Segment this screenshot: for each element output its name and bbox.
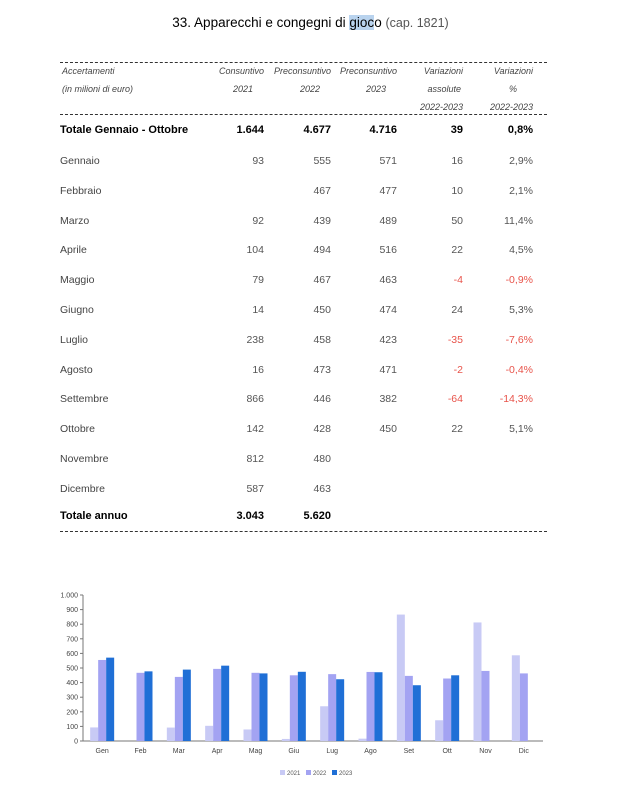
x-tick-label: Mag <box>248 748 263 755</box>
bar-2022-Lug <box>328 674 336 741</box>
y-tick-label: 0 <box>74 738 78 746</box>
y-tick-label: 700 <box>66 636 78 644</box>
bar-2023-Gen <box>106 658 114 741</box>
value-2022: 446 <box>313 393 331 406</box>
x-tick-label: Dic <box>518 748 529 755</box>
abs-variation: 10 <box>451 184 463 197</box>
value-2023: 474 <box>379 304 397 316</box>
y-tick-label: 1.000 <box>60 592 78 600</box>
pct-variation: 2,9% <box>509 155 533 167</box>
y-tick-label: 600 <box>66 650 78 658</box>
monthly-bar-chart <box>55 585 555 785</box>
month-label: Aprile <box>60 244 87 257</box>
x-tick-label: Feb <box>134 748 147 755</box>
pct-variation: -7,6% <box>505 333 533 346</box>
legend-swatch-2022 <box>306 770 311 775</box>
value-2021: 14 <box>252 304 264 316</box>
bar-2023-Mar <box>183 670 191 741</box>
bar-2022-Set <box>405 676 413 741</box>
bar-2023-Lug <box>336 679 344 741</box>
value-2021: 812 <box>246 453 264 465</box>
bar-2022-Ago <box>367 672 375 741</box>
month-label: Dicembre <box>60 482 105 495</box>
search-highlight: gioc <box>349 15 375 30</box>
month-label: Agosto <box>60 363 93 376</box>
value-2022: 463 <box>313 482 331 495</box>
month-label: Luglio <box>60 333 89 346</box>
value-2021: 238 <box>246 333 264 346</box>
pct-variation: 11,4% <box>504 214 533 227</box>
total-row <box>60 124 547 142</box>
header-col1: Consuntivo <box>218 66 264 76</box>
total-pct: 0,8% <box>507 124 533 136</box>
y-tick-label: 400 <box>66 680 78 688</box>
month-label: Maggio <box>60 274 95 287</box>
bar-2023-Feb <box>145 671 153 741</box>
value-2023: 471 <box>379 363 397 376</box>
bar-2022-Giu <box>290 675 298 741</box>
pct-variation: -0,4% <box>505 363 533 376</box>
table-row <box>60 364 547 382</box>
bar-2021-Set <box>397 615 405 741</box>
legend-label: 2023 <box>339 771 353 777</box>
month-label: Gennaio <box>60 155 100 167</box>
bar-2021-Dic <box>512 655 520 741</box>
y-tick-label: 800 <box>66 621 78 629</box>
total-2021: 1.644 <box>236 124 264 136</box>
table-header <box>60 66 547 114</box>
pct-variation: 5,1% <box>509 423 533 436</box>
pct-variation: 4,5% <box>509 244 533 257</box>
value-2022: 467 <box>313 184 331 197</box>
value-2022: 439 <box>313 214 331 227</box>
bar-2022-Gen <box>98 660 106 741</box>
value-2022: 458 <box>313 333 331 346</box>
value-2022: 494 <box>313 244 331 257</box>
abs-variation: -35 <box>447 333 463 346</box>
header-divider <box>60 114 547 115</box>
bar-2021-Ago <box>359 739 367 741</box>
annual-2021: 3.043 <box>236 510 264 522</box>
header-label: Accertamenti <box>62 66 115 76</box>
total-abs: 39 <box>450 124 463 136</box>
abs-variation: 50 <box>451 214 463 227</box>
value-2022: 555 <box>313 155 331 167</box>
month-label: Marzo <box>60 214 90 227</box>
bar-2021-Gen <box>90 727 98 741</box>
value-2021: 79 <box>252 274 264 287</box>
value-2022: 473 <box>313 363 331 376</box>
header-col2-year: 2022 <box>299 84 320 94</box>
bar-2023-Giu <box>298 672 306 741</box>
table-row <box>60 244 547 262</box>
legend-swatch-2021 <box>280 770 285 775</box>
month-label: Febbraio <box>60 184 102 197</box>
table-row <box>60 155 547 173</box>
abs-variation: 24 <box>451 304 463 316</box>
abs-variation: -4 <box>453 274 463 287</box>
header-col4: Variazioni <box>423 66 463 76</box>
bar-2023-Apr <box>221 666 229 741</box>
bar-2021-Ott <box>435 720 443 741</box>
month-label: Giugno <box>60 304 94 316</box>
pct-variation: 5,3% <box>509 304 533 316</box>
table-row <box>60 185 547 203</box>
value-2023: 571 <box>379 155 397 167</box>
bar-2022-Ott <box>443 679 451 741</box>
value-2023: 450 <box>379 423 397 436</box>
table-row <box>60 393 547 411</box>
header-col1-year: 2021 <box>232 84 253 94</box>
bar-2021-Apr <box>205 726 213 741</box>
abs-variation: -2 <box>453 363 463 376</box>
header-col3: Preconsuntivo <box>339 66 397 76</box>
y-tick-label: 500 <box>66 665 78 673</box>
top-divider <box>60 62 547 63</box>
value-2021: 16 <box>252 363 264 376</box>
y-tick-label: 300 <box>66 694 78 702</box>
value-2023: 489 <box>379 214 397 227</box>
bar-2023-Mag <box>260 673 268 741</box>
pct-variation: 2,1% <box>509 184 533 197</box>
value-2023: 516 <box>379 244 397 257</box>
bar-2023-Set <box>413 685 421 741</box>
page-title: 33. Apparecchi e congegni di gioco (cap. 1821) <box>172 15 449 30</box>
month-label: Settembre <box>60 393 109 406</box>
bar-2022-Nov <box>482 671 490 741</box>
bar-2022-Mag <box>252 673 260 741</box>
month-label: Ottobre <box>60 423 96 436</box>
pct-variation: -14,3% <box>499 393 533 406</box>
value-2022: 450 <box>313 304 331 316</box>
pct-variation: -0,9% <box>505 274 533 287</box>
value-2021: 142 <box>246 423 264 436</box>
x-tick-label: Nov <box>479 748 492 755</box>
y-tick-label: 200 <box>66 709 78 717</box>
header-col4-sub: assolute <box>427 84 461 94</box>
bar-2021-Nov <box>474 622 482 741</box>
value-2023: 463 <box>379 274 397 287</box>
table-row <box>60 334 547 352</box>
x-tick-label: Apr <box>211 748 223 755</box>
abs-variation: -64 <box>447 393 463 406</box>
value-2021: 104 <box>246 244 264 257</box>
x-tick-label: Gen <box>95 748 109 755</box>
table-row <box>60 274 547 292</box>
value-2021: 866 <box>246 393 264 406</box>
value-2023: 423 <box>379 333 397 346</box>
value-2023: 382 <box>379 393 397 406</box>
bottom-divider <box>60 531 547 532</box>
abs-variation: 16 <box>451 155 463 167</box>
header-col2: Preconsuntivo <box>273 66 331 76</box>
bar-2021-Giu <box>282 739 290 741</box>
x-tick-label: Lug <box>326 748 339 755</box>
value-2023: 477 <box>379 184 397 197</box>
annual-2022: 5.620 <box>303 510 331 522</box>
header-col5: Variazioni <box>493 66 533 76</box>
bar-2022-Apr <box>213 669 221 741</box>
total-2023: 4.716 <box>369 124 397 136</box>
x-tick-label: Mar <box>172 748 185 755</box>
value-2021: 92 <box>252 214 264 227</box>
header-unit: (in milioni di euro) <box>62 84 134 94</box>
x-tick-label: Set <box>403 748 415 755</box>
total-2022: 4.677 <box>303 124 331 136</box>
x-tick-label: Giu <box>288 748 300 755</box>
table-row <box>60 483 547 501</box>
chapter-ref: (cap. 1821) <box>385 16 449 30</box>
bar-2021-Lug <box>320 706 328 741</box>
y-tick-label: 900 <box>66 607 78 615</box>
annual-label: Totale annuo <box>60 510 128 522</box>
total-label: Totale Gennaio - Ottobre <box>60 124 189 136</box>
header-col3-year: 2023 <box>365 84 386 94</box>
annual-row <box>60 510 547 528</box>
table-row <box>60 304 547 322</box>
table-row <box>60 423 547 441</box>
bar-2022-Feb <box>137 673 145 741</box>
bar-2023-Ott <box>451 675 459 741</box>
y-tick-label: 100 <box>66 723 78 731</box>
legend-label: 2022 <box>313 771 327 777</box>
table-row <box>60 453 547 471</box>
bar-2021-Mar <box>167 728 175 741</box>
header-col4-period: 2022-2023 <box>419 102 463 112</box>
bar-2022-Dic <box>520 673 528 741</box>
value-2022: 480 <box>313 453 331 465</box>
month-label: Novembre <box>60 453 109 465</box>
bar-2022-Mar <box>175 677 183 741</box>
legend-label: 2021 <box>287 771 301 777</box>
value-2021: 587 <box>246 482 264 495</box>
bar-2023-Ago <box>375 672 383 741</box>
value-2021: 93 <box>252 155 264 167</box>
value-2022: 428 <box>313 423 331 436</box>
table-row <box>60 215 547 233</box>
legend-swatch-2023 <box>332 770 337 775</box>
header-col5-period: 2022-2023 <box>489 102 533 112</box>
bar-2021-Mag <box>244 729 252 741</box>
abs-variation: 22 <box>451 423 463 436</box>
x-tick-label: Ott <box>442 748 452 755</box>
x-tick-label: Ago <box>364 748 377 755</box>
header-col5-sub: % <box>508 84 517 94</box>
value-2022: 467 <box>313 274 331 287</box>
abs-variation: 22 <box>451 244 463 257</box>
